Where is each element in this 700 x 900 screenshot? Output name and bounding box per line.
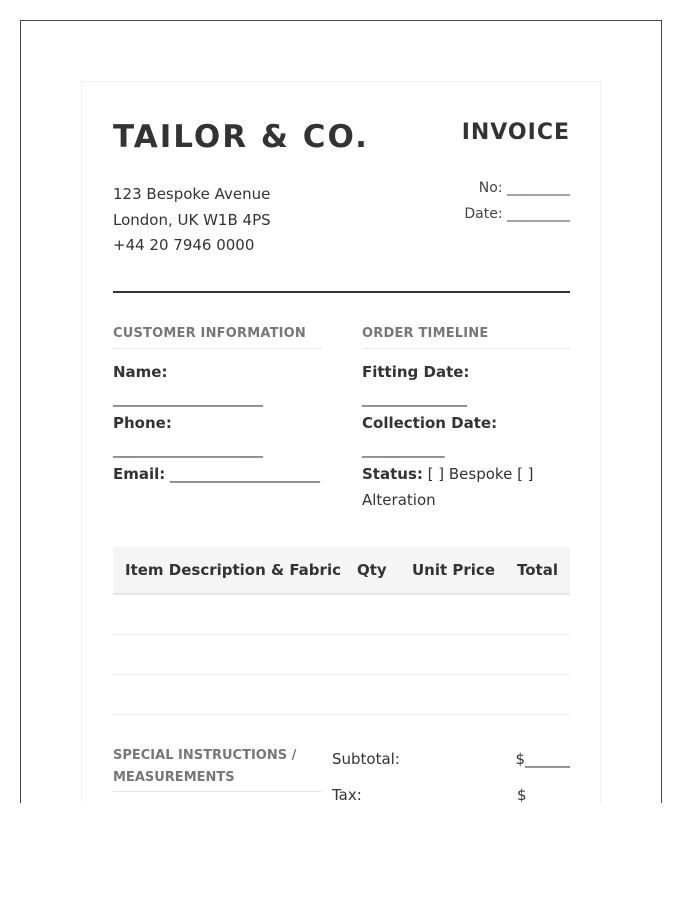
- status-field[interactable]: Status: [ ] Bespoke [ ] Alteration: [362, 465, 534, 509]
- tax-row: [332, 786, 570, 803]
- order-timeline-section: [362, 326, 571, 513]
- invoice-sheet: [81, 81, 601, 803]
- invoice-title: INVOICE: [461, 120, 570, 145]
- table-header: [113, 547, 570, 595]
- company-phone: +44 20 7946 0000: [113, 236, 255, 254]
- header-qty: Qty: [357, 561, 387, 579]
- header-item-description: Item Description & Fabric: [125, 561, 341, 579]
- customer-name-field[interactable]: Name: ____________________: [113, 363, 263, 407]
- tax-label: Tax:: [332, 786, 362, 803]
- tax-value[interactable]: $: [517, 786, 527, 803]
- subtotal-value[interactable]: $______: [515, 750, 570, 768]
- customer-phone-field[interactable]: Phone: ____________________: [113, 414, 263, 458]
- totals-block: [332, 750, 570, 803]
- section-title: SPECIAL INSTRUCTIONS / MEASUREMENTS: [113, 745, 322, 792]
- company-address: [113, 182, 271, 259]
- items-table: [113, 547, 570, 715]
- header-total: Total: [517, 561, 558, 579]
- fitting-date-field[interactable]: Fitting Date: ______________: [362, 363, 470, 407]
- table-row[interactable]: [113, 595, 570, 635]
- address-line-2: London, UK W1B 4PS: [113, 210, 271, 229]
- page-frame: [20, 20, 662, 803]
- invoice-number-field[interactable]: No: _________: [478, 180, 570, 196]
- header-divider: [113, 291, 570, 293]
- header-unit-price: Unit Price: [412, 561, 495, 579]
- table-row[interactable]: [113, 635, 570, 675]
- subtotal-label: Subtotal:: [332, 750, 400, 768]
- customer-information-section: [113, 326, 322, 488]
- subtotal-row: [332, 750, 570, 786]
- special-instructions-section: [113, 745, 322, 792]
- customer-email-field[interactable]: Email: ____________________: [113, 465, 321, 483]
- section-title: CUSTOMER INFORMATION: [113, 326, 322, 349]
- collection-date-field[interactable]: Collection Date: ___________: [362, 414, 498, 458]
- invoice-meta: [464, 175, 570, 227]
- invoice-date-field[interactable]: Date: _________: [464, 206, 570, 222]
- address-line-1: 123 Bespoke Avenue: [113, 185, 271, 203]
- table-row[interactable]: [113, 675, 570, 715]
- section-title: ORDER TIMELINE: [362, 326, 571, 349]
- company-name: TAILOR & CO.: [113, 119, 369, 155]
